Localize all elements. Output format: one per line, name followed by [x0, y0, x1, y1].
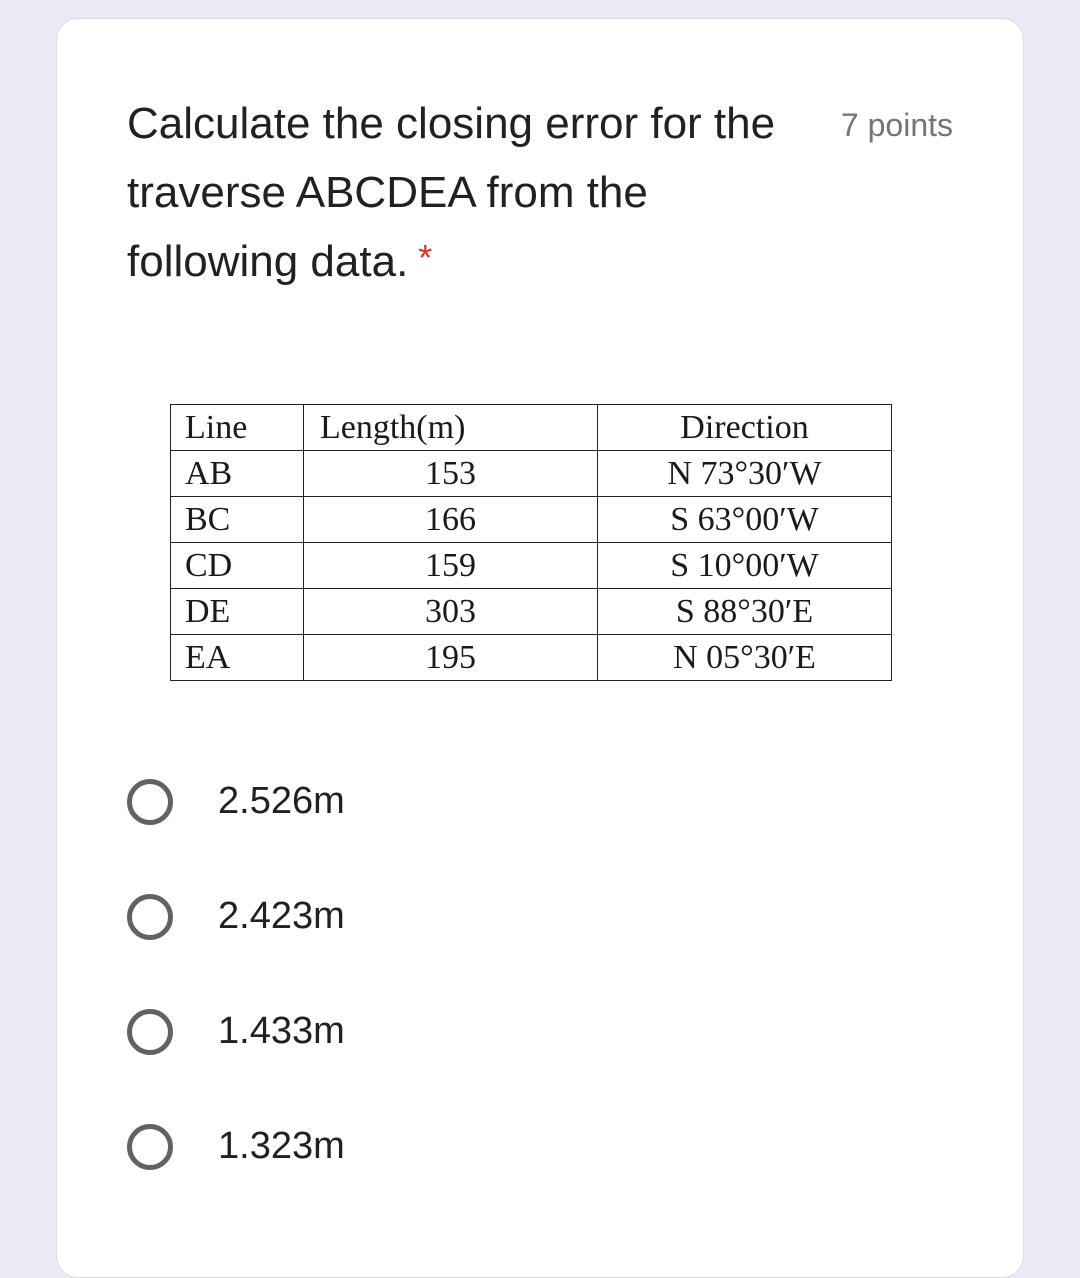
- option-label[interactable]: 1.433m: [218, 1010, 345, 1052]
- option-label[interactable]: 2.423m: [218, 895, 345, 937]
- table-cell: S 88°30′E: [598, 589, 892, 635]
- table-header-cell: Direction: [598, 405, 892, 451]
- table-cell: 303: [304, 589, 598, 635]
- answer-options: [127, 744, 345, 1204]
- table-cell: 153: [304, 451, 598, 497]
- answer-option-3[interactable]: [127, 974, 345, 1089]
- table-header-row: [171, 405, 892, 451]
- radio-button[interactable]: [127, 1009, 173, 1055]
- radio-button[interactable]: [127, 1124, 173, 1170]
- table-cell: DE: [171, 589, 304, 635]
- table-cell: 159: [304, 543, 598, 589]
- table-row: [171, 635, 892, 681]
- radio-button[interactable]: [127, 779, 173, 825]
- table-header-cell: Length(m): [304, 405, 598, 451]
- required-asterisk: *: [418, 237, 433, 278]
- option-label[interactable]: 2.526m: [218, 780, 345, 822]
- table-cell: N 05°30′E: [598, 635, 892, 681]
- table-cell: 166: [304, 497, 598, 543]
- table-row: [171, 589, 892, 635]
- table-cell: EA: [171, 635, 304, 681]
- table-cell: N 73°30′W: [598, 451, 892, 497]
- table-row: [171, 497, 892, 543]
- option-label[interactable]: 1.323m: [218, 1125, 345, 1167]
- table-cell: AB: [171, 451, 304, 497]
- points-label: 7 points: [840, 107, 953, 143]
- table-cell: S 10°00′W: [598, 543, 892, 589]
- answer-option-1[interactable]: [127, 744, 345, 859]
- question-card: [56, 18, 1024, 1278]
- table-cell: CD: [171, 543, 304, 589]
- question-title: [127, 89, 787, 296]
- question-text: Calculate the closing error for the traverse ABCDEA from the following data.: [127, 99, 776, 286]
- table-cell: BC: [171, 497, 304, 543]
- table-cell: S 63°00′W: [598, 497, 892, 543]
- answer-option-4[interactable]: [127, 1089, 345, 1204]
- table-cell: 195: [304, 635, 598, 681]
- table-header-cell: Line: [171, 405, 304, 451]
- traverse-data-table: [170, 404, 892, 681]
- table-row: [171, 543, 892, 589]
- radio-button[interactable]: [127, 894, 173, 940]
- answer-option-2[interactable]: [127, 859, 345, 974]
- table-row: [171, 451, 892, 497]
